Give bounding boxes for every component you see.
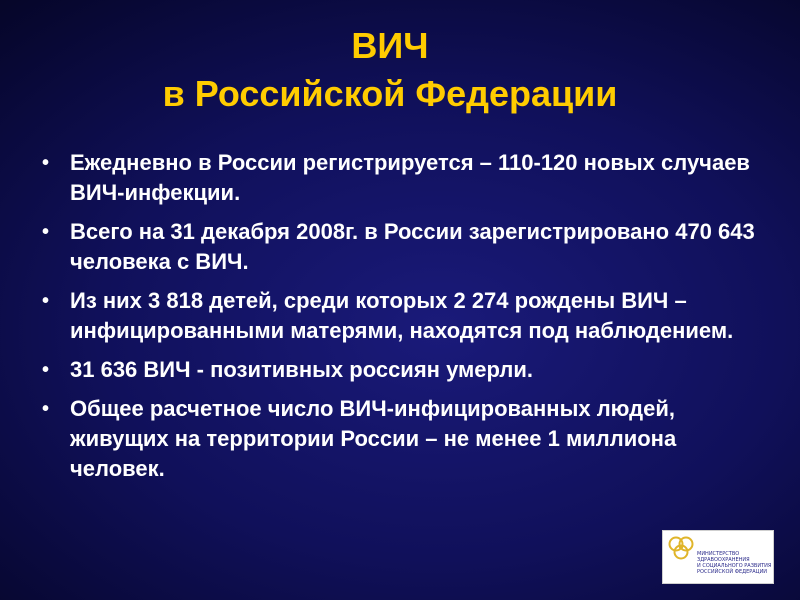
bullet-item-5 bbox=[38, 394, 768, 484]
bullet-text-3: Из них 3 818 детей, среди которых 2 274 рождены ВИЧ – инфицированными матерями, находятся под наблюдением. bbox=[70, 288, 734, 343]
logo-line-4: РОССИЙСКОЙ ФЕДЕРАЦИИ bbox=[697, 569, 768, 575]
bullet-item-4 bbox=[38, 355, 768, 385]
bullet-text-1: Ежедневно в России регистрируется – 110-120 новых случаев ВИЧ-инфекции. bbox=[70, 150, 750, 205]
bullet-dot-icon: • bbox=[42, 290, 50, 312]
bullet-dot-icon: • bbox=[42, 221, 50, 243]
bullet-dot-icon: • bbox=[42, 359, 50, 381]
bullet-item-2 bbox=[38, 217, 768, 277]
logo-line-2: ЗДРАВООХРАНЕНИЯ bbox=[697, 557, 750, 563]
logo-line-3: И СОЦИАЛЬНОГО РАЗВИТИЯ bbox=[697, 563, 772, 569]
bullet-text-4: 31 636 ВИЧ - позитивных россиян умерли. bbox=[70, 357, 534, 382]
bullet-text-2: Всего на 31 декабря 2008г. в России зарегистрировано 470 643 человека с ВИЧ. bbox=[70, 219, 755, 274]
bullet-item-3 bbox=[38, 286, 768, 346]
slide-title bbox=[70, 22, 710, 118]
bullet-text-5: Общее расчетное число ВИЧ-инфицированных людей, живущих на территории России – не менее 1 миллиона человек. bbox=[70, 396, 677, 481]
bullet-dot-icon: • bbox=[42, 398, 50, 420]
logo-line-1: МИНИСТЕРСТВО bbox=[697, 551, 740, 557]
title-line-1: ВИЧ bbox=[351, 25, 429, 66]
ministry-emblem-icon bbox=[666, 534, 696, 564]
title-line-2: в Российской Федерации bbox=[162, 73, 618, 114]
logo-text bbox=[697, 551, 773, 575]
bullet-dot-icon: • bbox=[42, 152, 50, 174]
ministry-logo bbox=[662, 530, 774, 584]
bullet-list bbox=[38, 148, 768, 493]
bullet-item-1 bbox=[38, 148, 768, 208]
